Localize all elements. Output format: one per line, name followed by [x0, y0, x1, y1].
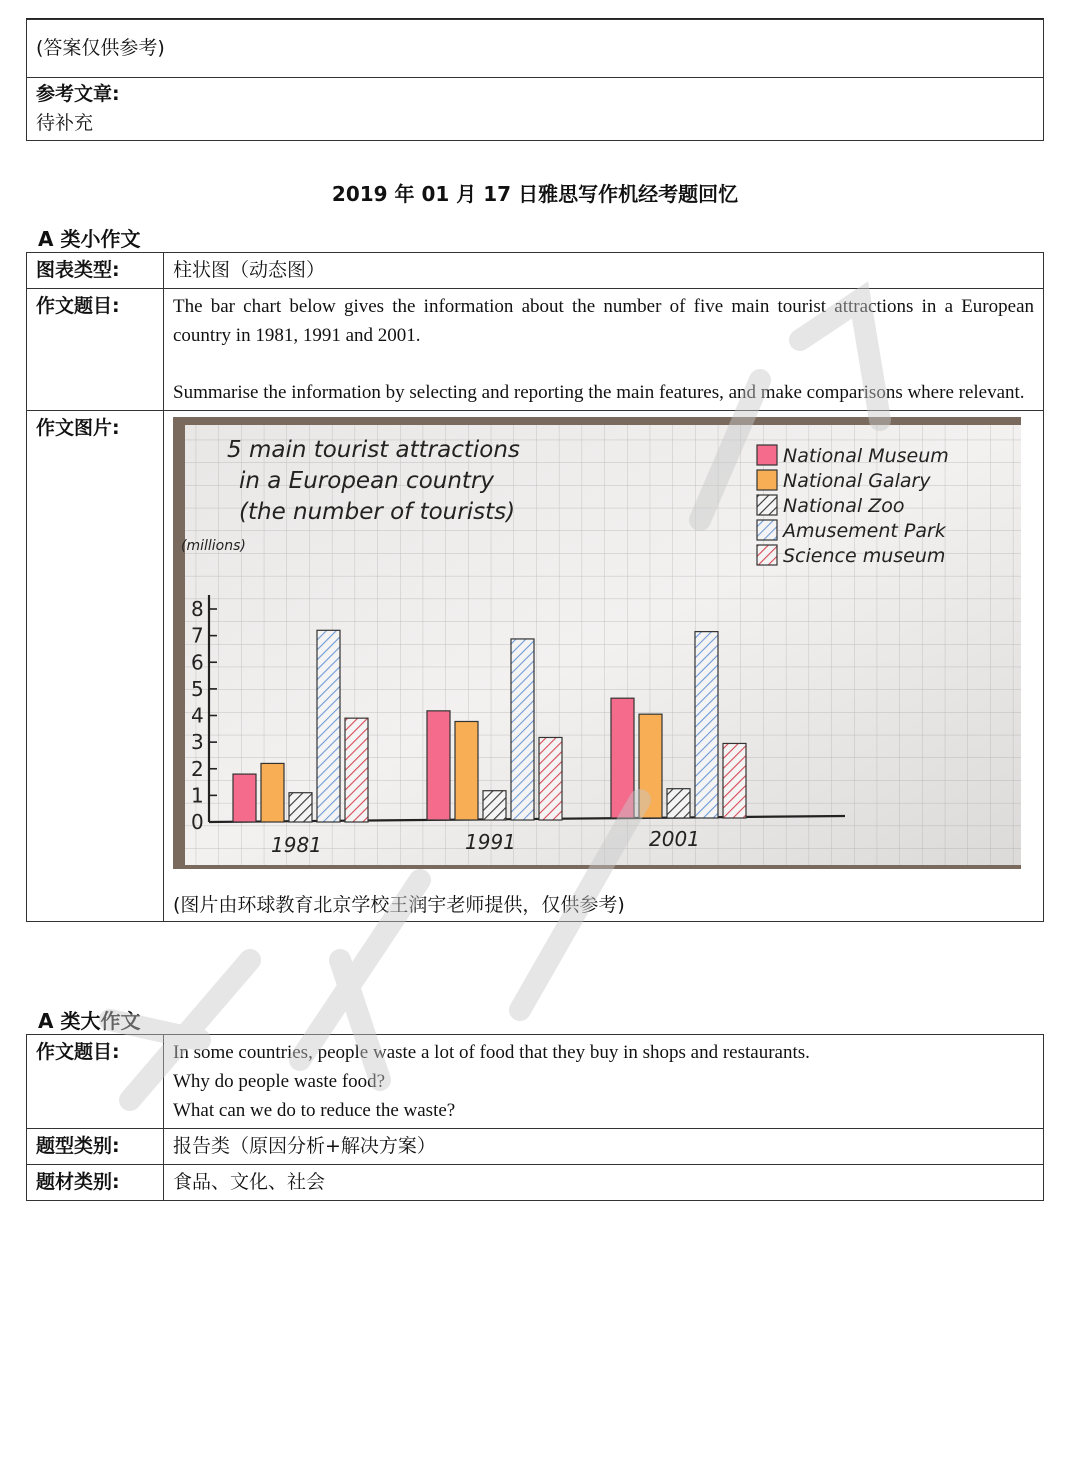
chart-title-line: in a European country	[239, 468, 495, 494]
y-tick-label: 8	[191, 597, 204, 621]
task-type-value: 报告类（原因分析+解决方案）	[164, 1129, 1044, 1165]
answer-note: (答案仅供参考)	[27, 20, 1044, 78]
bar-science-museum-1981	[345, 718, 368, 822]
y-axis-label: (millions)	[181, 538, 246, 554]
task2-prompt-line: Why do people waste food?	[173, 1071, 386, 1092]
task2-prompt-line: What can we do to reduce the waste?	[173, 1100, 456, 1121]
task1-image-label: 作文图片:	[27, 411, 164, 922]
task1-prompt-p2: Summarise the information by selecting and reporting the main features, and make comparisons where relevant.	[173, 382, 1025, 403]
chart-title-line: 5 main tourist attractions	[227, 437, 520, 463]
task1-prompt-p1: The bar chart below gives the information about the number of five main tourist attractions in a European country in 1981, 1991 and 2001.	[173, 296, 1034, 346]
bar-national-galary-1981	[261, 763, 284, 822]
bar-science-museum-2001	[723, 743, 746, 818]
x-tick-label: 1981	[271, 833, 322, 857]
x-tick-label: 2001	[649, 827, 700, 851]
bar-national-museum-1991	[427, 711, 450, 820]
bar-science-museum-1991	[539, 737, 562, 820]
task2-prompt-line: In some countries, people waste a lot of food that they buy in shops and restaurants.	[173, 1042, 810, 1063]
task2-section-title: A 类大作文	[38, 1009, 141, 1033]
y-tick-label: 2	[191, 756, 204, 781]
bar-national-zoo-2001	[667, 789, 690, 818]
bar-national-galary-1991	[455, 721, 478, 820]
chart-title-group	[227, 437, 520, 525]
bar-national-museum-2001	[611, 698, 634, 818]
y-tick-label: 7	[191, 623, 204, 648]
bar-chart	[173, 417, 1021, 869]
bar-amusement-park-1991	[511, 639, 534, 820]
chart-photo	[173, 417, 1021, 869]
image-caption: (图片由环球教育北京学校王润宇老师提供，仅供参考)	[173, 894, 625, 916]
page-heading: 2019 年 01 月 17 日雅思写作机经考题回忆	[331, 182, 739, 206]
topic-value: 食品、文化、社会	[164, 1165, 1044, 1201]
y-tick-label: 4	[191, 703, 204, 728]
chart-type-label: 图表类型:	[27, 253, 164, 289]
ref-article-value: 待补充	[36, 112, 94, 134]
legend-label: National Galary	[783, 470, 931, 492]
legend-label: National Zoo	[783, 495, 905, 517]
legend-label: Science museum	[783, 545, 946, 567]
topic-label: 题材类别:	[27, 1165, 164, 1201]
y-tick-label: 6	[191, 650, 204, 675]
bar-national-museum-1981	[233, 774, 256, 822]
bar-national-galary-2001	[639, 714, 662, 818]
legend-swatch	[757, 470, 777, 490]
x-tick-label: 1991	[465, 830, 516, 854]
task1-table	[26, 252, 1044, 922]
y-tick-label: 5	[191, 676, 204, 701]
y-tick-label: 1	[191, 783, 204, 808]
y-tick-label: 3	[191, 730, 204, 755]
legend-swatch	[757, 495, 777, 515]
ref-article-label: 参考文章:	[36, 83, 120, 105]
chart-title-line: (the number of tourists)	[239, 499, 516, 525]
legend-swatch	[757, 545, 777, 565]
bar-amusement-park-1981	[317, 630, 340, 822]
bar-national-zoo-1981	[289, 793, 312, 822]
task2-table	[26, 1034, 1044, 1201]
bar-amusement-park-2001	[695, 632, 718, 818]
task2-prompt-label: 作文题目:	[27, 1035, 164, 1129]
legend-swatch	[757, 520, 777, 540]
reference-box	[26, 19, 1044, 141]
bar-national-zoo-1991	[483, 791, 506, 820]
legend-label: National Museum	[783, 445, 949, 467]
y-tick-label: 0	[191, 810, 204, 834]
chart-type-value: 柱状图（动态图）	[164, 253, 1044, 289]
task1-prompt-label: 作文题目:	[27, 289, 164, 411]
task1-section-title: A 类小作文	[38, 227, 141, 251]
legend-label: Amusement Park	[783, 520, 946, 542]
task-type-label: 题型类别:	[27, 1129, 164, 1165]
legend-swatch	[757, 445, 777, 465]
